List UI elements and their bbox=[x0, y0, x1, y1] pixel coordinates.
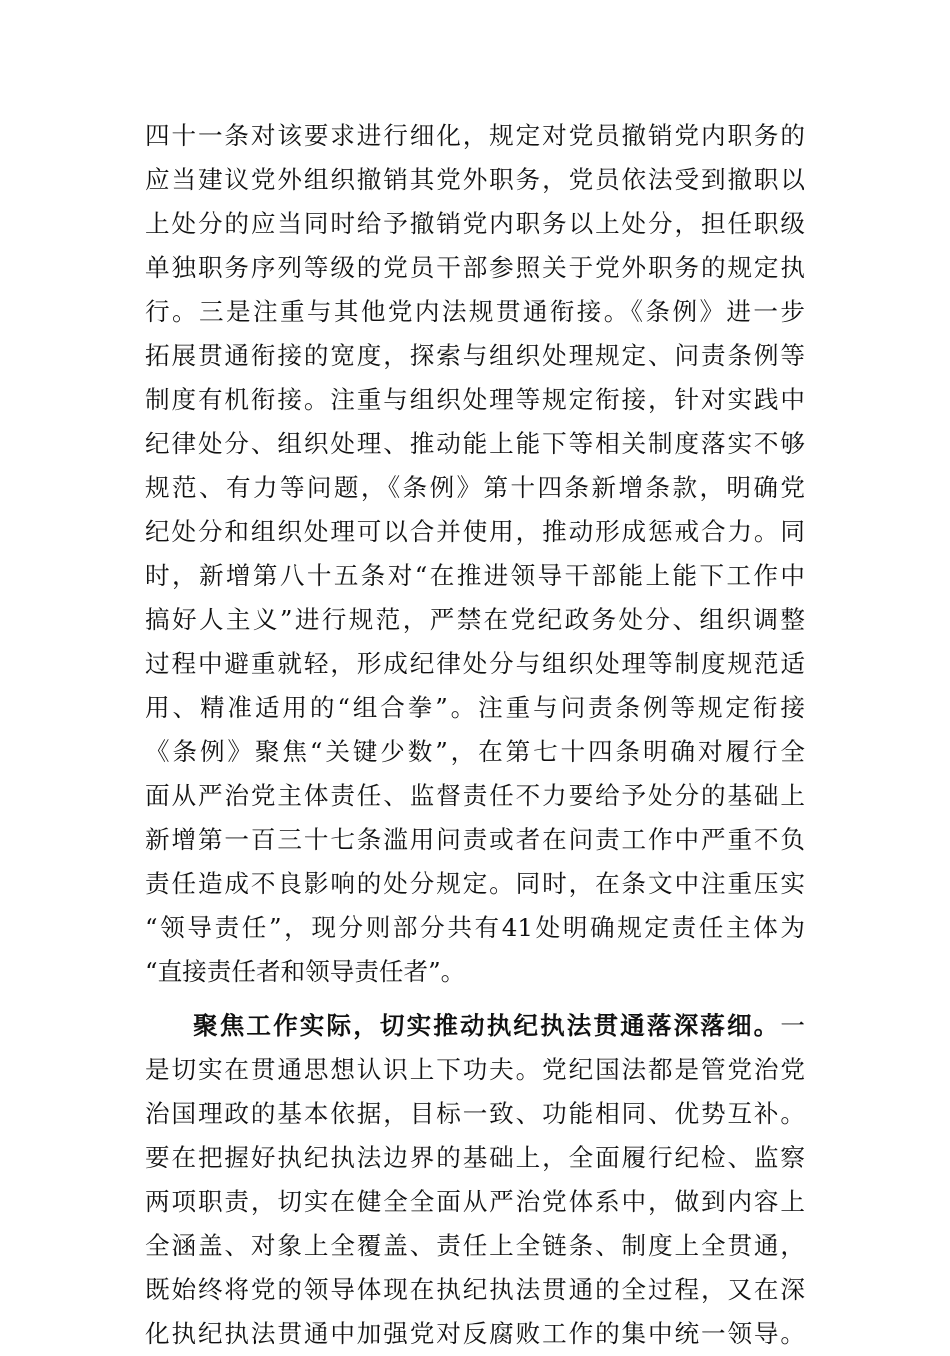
text-line: 规范、有力等问题，《条例》第十四条新增条款，明确党 bbox=[145, 473, 805, 502]
text-line: 面从严治党主体责任、监督责任不力要给予处分的基础上 bbox=[145, 781, 805, 810]
text-line: 既始终将党的领导体现在执纪执法贯通的全过程，又在深 bbox=[145, 1275, 805, 1304]
text-line: “直接责任者和领导责任者”。 bbox=[145, 957, 466, 986]
text-line: 《条例》聚焦“关键少数”，在第七十四条明确对履行全 bbox=[145, 737, 805, 766]
text-line: 上处分的应当同时给予撤销党内职务以上处分，担任职级 bbox=[145, 209, 805, 238]
text-line: 拓展贯通衔接的宽度，探索与组织处理规定、问责条例等 bbox=[145, 341, 805, 370]
text-line: 用、精准适用的“组合拳”。注重与问责条例等规定衔接 bbox=[145, 693, 805, 722]
paragraph-first-line bbox=[193, 1004, 805, 1048]
text-line: 行。三是注重与其他党内法规贯通衔接。《条例》进一步 bbox=[145, 297, 805, 326]
text-line: 治国理政的基本依据，目标一致、功能相同、优势互补。 bbox=[145, 1099, 805, 1128]
text-line: 四十一条对该要求进行细化，规定对党员撤销党内职务的 bbox=[145, 121, 805, 150]
text-line: “领导责任”，现分则部分共有41处明确规定责任主体为 bbox=[145, 913, 805, 942]
text-line: 化执纪执法贯通中加强党对反腐败工作的集中统一领导。 bbox=[145, 1319, 805, 1348]
text-line: 应当建议党外组织撤销其党外职务，党员依法受到撤职以 bbox=[145, 165, 805, 194]
paragraph-heading: 聚焦工作实际，切实推动执纪执法贯通落深落细。 bbox=[193, 1011, 781, 1040]
text-line: 新增第一百三十七条滥用问责或者在问责工作中严重不负 bbox=[145, 825, 805, 854]
text-line: 时，新增第八十五条对“在推进领导干部能上能下工作中 bbox=[145, 561, 805, 590]
text-line: 纪律处分、组织处理、推动能上能下等相关制度落实不够 bbox=[145, 429, 805, 458]
text-line: 搞好人主义”进行规范，严禁在党纪政务处分、组织调整 bbox=[145, 605, 805, 634]
paragraph-heading-rest: 一 bbox=[780, 1011, 805, 1040]
text-line: 要在把握好执纪执法边界的基础上，全面履行纪检、监察 bbox=[145, 1143, 805, 1172]
text-line: 单独职务序列等级的党员干部参照关于党外职务的规定执 bbox=[145, 253, 805, 282]
text-line: 责任造成不良影响的处分规定。同时，在条文中注重压实 bbox=[145, 869, 805, 898]
text-line: 是切实在贯通思想认识上下功夫。党纪国法都是管党治党 bbox=[145, 1055, 805, 1084]
text-line: 制度有机衔接。注重与组织处理等规定衔接，针对实践中 bbox=[145, 385, 805, 414]
text-line: 纪处分和组织处理可以合并使用，推动形成惩戒合力。同 bbox=[145, 517, 805, 546]
text-line: 全涵盖、对象上全覆盖、责任上全链条、制度上全贯通， bbox=[145, 1231, 805, 1260]
text-line: 过程中避重就轻，形成纪律处分与组织处理等制度规范适 bbox=[145, 649, 805, 678]
text-line: 两项职责，切实在健全全面从严治党体系中，做到内容上 bbox=[145, 1187, 805, 1216]
